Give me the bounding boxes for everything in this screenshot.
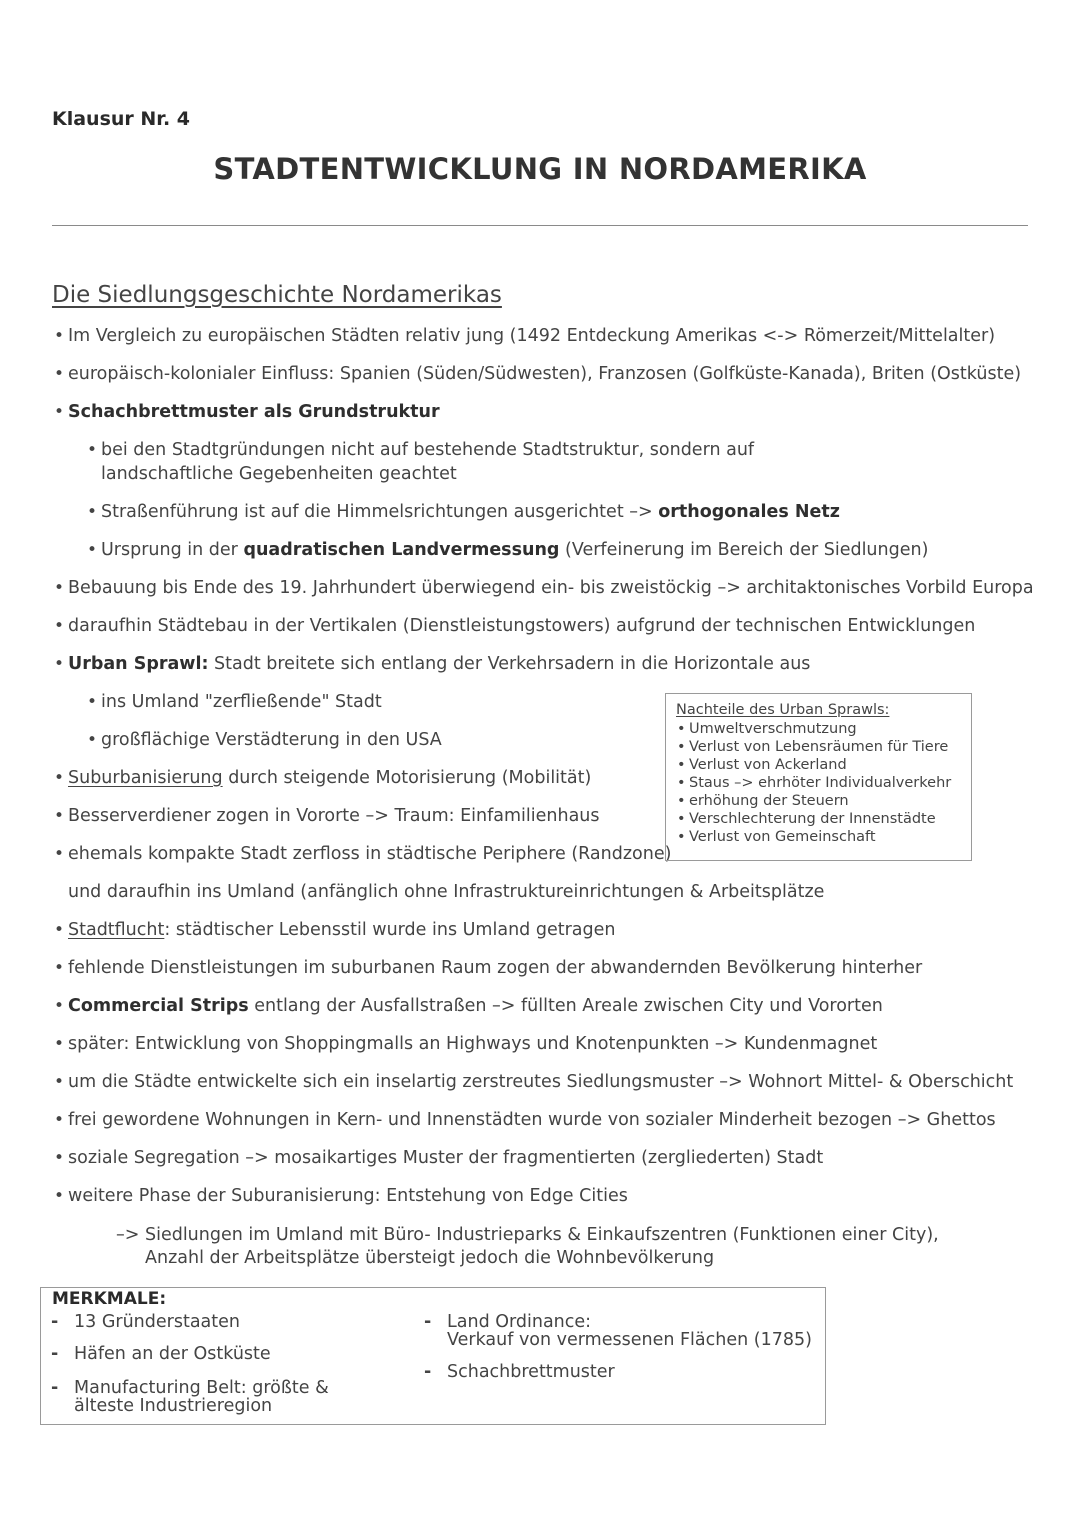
bullet-item: • um die Städte entwickelte sich ein inselartig zerstreutes Siedlungsmuster –> Wohnort Mittel- & Oberschicht bbox=[68, 1072, 1013, 1092]
merkmale-box bbox=[40, 1287, 826, 1425]
nachteile-item: • Umweltverschmutzung bbox=[689, 721, 857, 737]
sub-bullet-item bbox=[101, 540, 928, 560]
merkmale-item: - Land Ordinance: bbox=[447, 1313, 591, 1332]
bullet-bold-text: Schachbrettmuster als Grundstruktur bbox=[68, 402, 440, 422]
bullet-item bbox=[68, 920, 615, 940]
page-title: STADTENTWICKLUNG IN NORDAMERIKA bbox=[213, 152, 867, 186]
bullet-item bbox=[68, 402, 440, 422]
bullet-item: • später: Entwicklung von Shoppingmalls an Highways und Knotenpunkten –> Kundenmagnet bbox=[68, 1034, 877, 1054]
nachteile-item: • Verlust von Gemeinschaft bbox=[689, 829, 876, 845]
merkmale-item-continuation-text: älteste Industrieregion bbox=[74, 1396, 273, 1416]
nachteile-item: • Verlust von Lebensräumen für Tiere bbox=[689, 739, 948, 755]
bullet-text: Ursprung in der bbox=[101, 540, 244, 560]
bullet-text: Straßenführung ist auf die Himmelsrichtungen ausgerichtet –> bbox=[101, 502, 659, 522]
bullet-item bbox=[68, 996, 883, 1016]
bullet-text: entlang der Ausfallstraßen –> füllten Areale zwischen City und Vororten bbox=[248, 996, 883, 1016]
merkmale-item-continuation-text: Verkauf von vermessenen Flächen (1785) bbox=[447, 1330, 812, 1350]
bullet-item: • soziale Segregation –> mosaikartiges Muster der fragmentierten (zergliederten) Stadt bbox=[68, 1148, 823, 1168]
merkmale-item: - Manufacturing Belt: größte & bbox=[74, 1379, 329, 1398]
edge-cities-note-continuation: Anzahl der Arbeitsplätze übersteigt jedoch die Wohnbevölkerung bbox=[145, 1248, 715, 1268]
edge-cities-note: –> Siedlungen im Umland mit Büro- Industrieparks & Einkaufszentren (Funktionen einer City), bbox=[116, 1225, 939, 1245]
bullet-underlined-text: Stadtflucht bbox=[68, 920, 165, 940]
bullet-item: • ehemals kompakte Stadt zerfloss in städtische Periphere (Randzone) bbox=[68, 844, 671, 864]
nachteile-item: • erhöhung der Steuern bbox=[689, 793, 849, 809]
bullet-item: • fehlende Dienstleistungen im suburbanen Raum zogen der abwandernden Bevölkerung hinterher bbox=[68, 958, 922, 978]
nachteile-title: Nachteile des Urban Sprawls: bbox=[676, 702, 890, 718]
bullet-item: • europäisch-kolonialer Einfluss: Spanien (Süden/Südwesten), Franzosen (Golfküste-Kanada), Briten (Ostküste) bbox=[68, 364, 1021, 384]
exam-label: Klausur Nr. 4 bbox=[52, 108, 191, 130]
nachteile-item: • Staus –> ehrhöter Individualverkehr bbox=[689, 775, 951, 791]
section-heading: Die Siedlungsgeschichte Nordamerikas bbox=[52, 282, 502, 308]
merkmale-item: - Häfen an der Ostküste bbox=[74, 1345, 271, 1364]
bullet-underlined-text: Suburbanisierung bbox=[68, 768, 223, 788]
title-divider bbox=[52, 225, 1028, 226]
bullet-item bbox=[68, 654, 810, 674]
bullet-item: • Besserverdiener zogen in Vororte –> Traum: Einfamilienhaus bbox=[68, 806, 600, 826]
sub-bullet-item bbox=[101, 502, 840, 522]
bullet-text: Stadt breitete sich entlang der Verkehrsadern in die Horizontale aus bbox=[208, 654, 811, 674]
bullet-continuation: und daraufhin ins Umland (anfänglich ohne Infrastruktureinrichtungen & Arbeitsplätze bbox=[68, 882, 825, 902]
bullet-item: • Im Vergleich zu europäischen Städten relativ jung (1492 Entdeckung Amerikas <-> Römerzeit/Mittelalter) bbox=[68, 326, 995, 346]
bullet-bold-text: Commercial Strips bbox=[68, 996, 249, 1016]
merkmale-item: - Schachbrettmuster bbox=[447, 1363, 615, 1382]
merkmale-title: MERKMALE: bbox=[52, 1289, 167, 1309]
merkmale-item-continuation bbox=[74, 1397, 272, 1416]
bullet-text: : städtischer Lebensstil wurde ins Umland getragen bbox=[164, 920, 616, 940]
bullet-text: durch steigende Motorisierung (Mobilität) bbox=[222, 768, 592, 788]
nachteile-item: • Verschlechterung der Innenstädte bbox=[689, 811, 936, 827]
merkmale-item-continuation bbox=[447, 1331, 812, 1350]
bullet-bold-text: Urban Sprawl: bbox=[68, 654, 209, 674]
bullet-bold-text: orthogonales Netz bbox=[658, 502, 840, 522]
sub-bullet-continuation: landschaftliche Gegebenheiten geachtet bbox=[101, 464, 457, 484]
sub-bullet-item: • bei den Stadtgründungen nicht auf bestehende Stadtstruktur, sondern auf bbox=[101, 440, 754, 460]
sub-bullet-item: • großflächige Verstädterung in den USA bbox=[101, 730, 442, 750]
nachteile-box bbox=[665, 693, 972, 861]
bullet-item: • Bebauung bis Ende des 19. Jahrhundert überwiegend ein- bis zweistöckig –> architaktonisches Vorbild Europa bbox=[68, 578, 1034, 598]
bullet-item: • weitere Phase der Suburanisierung: Entstehung von Edge Cities bbox=[68, 1186, 628, 1206]
merkmale-item: - 13 Gründerstaaten bbox=[74, 1313, 240, 1332]
bullet-bold-text: quadratischen Landvermessung bbox=[243, 540, 560, 560]
bullet-item: • daraufhin Städtebau in der Vertikalen (Dienstleistungstowers) aufgrund der technischen Entwicklungen bbox=[68, 616, 975, 636]
bullet-item bbox=[68, 768, 591, 788]
sub-bullet-item: • ins Umland "zerfließende" Stadt bbox=[101, 692, 382, 712]
nachteile-item: • Verlust von Ackerland bbox=[689, 757, 847, 773]
bullet-item: • frei gewordene Wohnungen in Kern- und Innenstädten wurde von sozialer Minderheit bezogen –> Ghettos bbox=[68, 1110, 996, 1130]
bullet-text: (Verfeinerung im Bereich der Siedlungen) bbox=[559, 540, 929, 560]
